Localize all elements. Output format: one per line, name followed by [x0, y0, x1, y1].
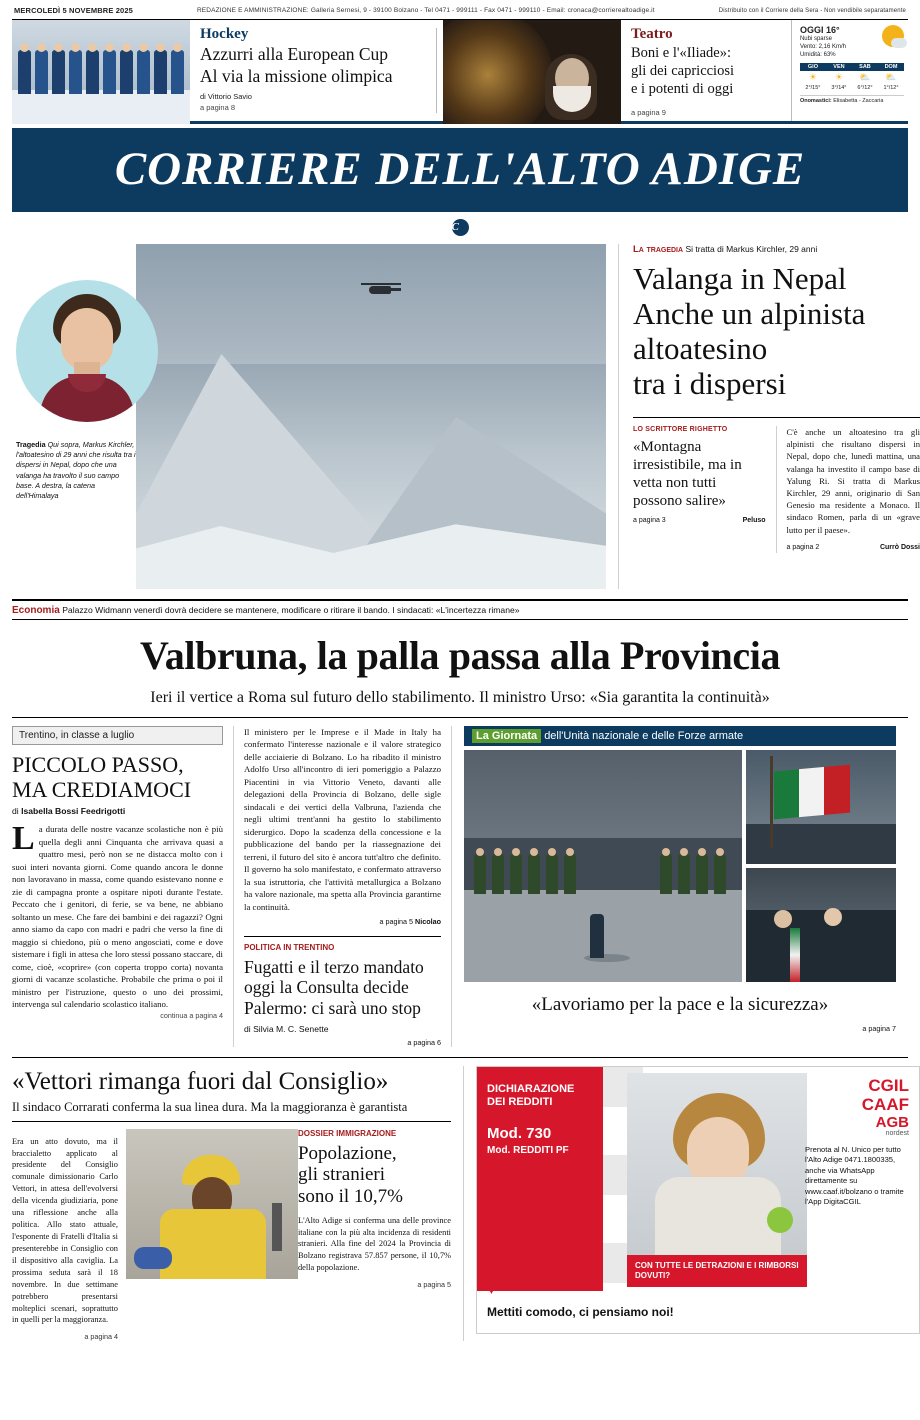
- heart-icon: ♥: [487, 1281, 496, 1298]
- bottom-section: [12, 1057, 908, 1342]
- opinion-byline: [12, 806, 223, 816]
- giornata-photos: [464, 750, 896, 982]
- advert-panel-line-2: DEI REDDITI: [487, 1095, 553, 1108]
- lead-sub-right-refs: [787, 543, 920, 553]
- giornata-block: [452, 726, 896, 1047]
- helicopter-icon: [361, 282, 401, 295]
- advert-band-text: CON TUTTE LE DETRAZIONI E I RIMBORSI DOVUTI?: [627, 1255, 807, 1287]
- promo-teatro-title-1: Boni e l'«Iliade»:: [630, 45, 732, 61]
- brand-cgil: CGIL: [868, 1075, 909, 1095]
- dossier-immigrazione[interactable]: [298, 1129, 451, 1342]
- top-info-bar: [12, 0, 908, 20]
- sun-icon: ☀: [808, 72, 817, 83]
- opinion-title-line-2: MA CREDIAMOCI: [12, 776, 192, 802]
- weather-label: OGGI: [799, 25, 824, 35]
- mid-section: [12, 726, 908, 1047]
- newspaper-title: CORRIERE DELL'ALTO ADIGE: [114, 143, 806, 195]
- lead-sub-left-page: a pagina 3: [633, 517, 666, 525]
- forecast-temp-2: 6°/12°: [857, 85, 873, 92]
- promo-hockey-title-2: Al via la missione olimpica: [200, 65, 393, 86]
- giornata-page-ref[interactable]: a pagina 7: [862, 1024, 896, 1033]
- opinion-author: Isabella Bossi Feedrigotti: [21, 806, 126, 817]
- lead-visuals: [12, 244, 606, 589]
- vettori-photo-column: [126, 1129, 298, 1342]
- promo-teatro[interactable]: [443, 20, 791, 121]
- forecast-day-1: VEN: [826, 63, 852, 71]
- advertisement-area: [464, 1066, 908, 1342]
- valbruna-page-ref[interactable]: [244, 917, 441, 926]
- helicopter-over-mountain-photo: [136, 244, 606, 589]
- brand-nordest: nordest: [885, 1129, 909, 1137]
- forecast-day-3: DOM: [878, 63, 904, 71]
- cgil-caaf-advert[interactable]: [476, 1066, 920, 1334]
- lead-sub-left[interactable]: [633, 426, 777, 553]
- lead-sub-right-page: a pagina 2: [786, 543, 820, 551]
- opinion-continue-ref[interactable]: continua a pagina 4: [160, 1010, 223, 1020]
- valbruna-body: Il ministero per le Imprese e il Made in Italy ha confermato l'interesse nazionale e il valore strategico delle acciaierie di Bolzano. Lo ha ribadito il ministro Adolfo Urso all'incontro di ieri pomeriggio a Palazzo Piacentini in via Vittorio Veneto, davanti alle delegazioni della Provincia di Bolzano, delle sigle sindacali e dei vertici della Valbruna, l'azienda che negli ultimi trent'anni ha gestito lo stabilimento siderurgico. Dopo la scadenza della concessione e la pubblicazione del bando per la riassegnazione dei terreni, il futuro del sito è ancora tutt'altro che definito. Il governo ha solo manifestato, e confermato attraverso la sua istruttoria, che l'attività metallurgica a Bolzano ha valore nazionale, ma spetta alla Provincia garantirne la continuità.: [244, 727, 441, 912]
- advert-brand-block: [813, 1077, 909, 1137]
- giornata-header-rest: dell'Unità nazionale e delle Forze armate: [544, 730, 744, 742]
- giornata-caption: «Lavoriamo per la pace e la sicurezza»: [531, 994, 829, 1015]
- lead-sub-body: C'è anche un altoatesino tra gli alpinisti che risultano dispersi in Nepal, dopo che, lunedì mattina, una valanga ha investito il campo base di Yalung Ri. Si tratta di Markus Kirchler, 29 anni, originario di San Genesio ma residente a Monaco. Il sindaco Romen, parla di un «grave lutto per il paese».: [786, 427, 920, 535]
- lead-sub-right-author: Currò Dossi: [879, 543, 920, 551]
- politica-title-line-3: Palermo: ci sarà uno stop: [244, 997, 421, 1018]
- politica-title-line-2: oggi la Consulta decide: [244, 977, 409, 998]
- lead-photo-caption: [16, 440, 136, 501]
- officials-ceremony-photo: [746, 868, 896, 982]
- dossier-title-line-1: Popolazione,: [297, 1142, 397, 1164]
- dossier-title: [298, 1143, 451, 1208]
- advert-red-panel: [477, 1067, 603, 1291]
- politica-title[interactable]: [244, 957, 441, 1017]
- economia-standfirst: Palazzo Widmann venerdì dovrà decidere se mantenere, modificare o ritirare il bando. I sindacati: «L'incertezza rimane»: [62, 605, 520, 615]
- caption-body: Qui sopra, Markus Kirchler, l'altoatesino di 29 anni che risulta tra i dispersi in Nepal, dopo che una valanga ha travolto il suo campo base. A destra, la catena dell'Himalaya: [16, 440, 136, 501]
- forecast-day-2: SAB: [852, 63, 878, 71]
- lead-sub-kicker: LO SCRITTORE RIGHETTO: [633, 426, 728, 434]
- forecast-temp-0: 2°/15°: [805, 85, 821, 92]
- weather-temp: 16°: [825, 25, 840, 35]
- forecast-temp-1: 3°/14°: [831, 85, 847, 92]
- sun-cloud-icon: [882, 25, 904, 47]
- promo-teatro-page-ref: a pagina 9: [630, 107, 666, 117]
- vettori-body: Era un atto dovuto, ma il braccialetto applicato al presidente del Consiglio comunale dimissionario Carlo Vettori, in attesa dell'evolversi della vicenda giudiziaria, pone una riflessione anche alla politica. Allo stato attuale, l'esponente di Fratelli d'Italia si presenterebbe in Consiglio con il dispositivo alla caviglia. La prossima seduta sarà il 18 novembre. In due settimane potrebbero presentarsi molteplici scenari, soprattutto in quelli per la maggioranza.: [12, 1136, 118, 1325]
- promo-divider: [436, 28, 437, 113]
- opinion-title[interactable]: [12, 753, 223, 802]
- promo-hockey-kicker: Hockey: [200, 26, 249, 42]
- markus-kirchler-portrait: [16, 280, 158, 422]
- advert-panel-line-1: DICHIARAZIONE: [487, 1082, 575, 1095]
- economia-standfirst-band: [12, 599, 908, 620]
- promo-hockey-page-ref: a pagina 8: [200, 103, 236, 113]
- opinion-body: La durata delle nostre vacanze scolastiche non è più quella degli anni Cinquanta che arrivava quasi a quattro mesi, però non se ne distacca molto con i suoi interi novanta giorni. Come quando ancora le donne non lavoravano in massa, come quando esistevano nonne e zie di campagna pronte a ospitare nipoti durante l'estate. Peccato che i genitori, di ferie, se va bene, ne abbiano soltanto un mese. Che fare dei bambini e dei ragazzi? Ogni anno siamo da capo con madri e padri che verso la fine di maggio si chiedono, più o meno angosciati, come e dove sistemare i figli in attesa che loro stessi possano staccare, di come, cioè, «coprire» (con coperta troppo corta) novanta giorni di vacanze scolastiche. Probabile che prima o poi il ministro per l'istruzione, questo o uno dei prossimi, intervenga sul calendario scolastico italiano.: [12, 820, 223, 1010]
- promo-teatro-kicker: Teatro: [630, 26, 673, 42]
- masthead: [12, 128, 908, 212]
- promo-teatro-title-2: gli dei capricciosi: [630, 63, 735, 80]
- logo-badge: C: [452, 219, 469, 236]
- lead-kicker-text: Si tratta di Markus Kirchler, 29 anni: [685, 244, 818, 254]
- promo-hockey[interactable]: [12, 20, 430, 121]
- onomastici-names: Elisabetta - Zaccaria: [833, 98, 884, 105]
- forecast-temp-3: 1°/12°: [883, 85, 899, 92]
- giornata-header: [464, 726, 896, 746]
- military-parade-photo: [464, 750, 742, 982]
- lead-subarticles: [633, 417, 920, 553]
- advert-mod-redditi: Mod. REDDITI PF: [487, 1145, 569, 1157]
- construction-worker-photo: [126, 1129, 298, 1279]
- lead-text: [618, 244, 920, 589]
- valbruna-page-number: a pagina 5: [379, 917, 414, 927]
- promo-teatro-title-3: e i potenti di oggi: [630, 81, 734, 98]
- promo-hockey-byline: di Vittorio Savio: [200, 92, 252, 102]
- brand-agb: AGB: [875, 1113, 909, 1131]
- main-headline[interactable]: Valbruna, la palla passa alla Provincia: [139, 633, 781, 678]
- lead-sub-left-author: Peluso: [742, 517, 766, 525]
- vettori-subhead: Il sindaco Corrarati conferma la sua linea dura. Ma la maggioranza è garantista: [12, 1100, 451, 1122]
- economia-label: Economia: [12, 605, 60, 616]
- opinion-box-label: Trentino, in classe a luglio: [12, 726, 223, 745]
- valbruna-column: [234, 726, 452, 1047]
- opinion-title-line-1: PICCOLO PASSO,: [12, 752, 184, 777]
- lead-headline[interactable]: [633, 261, 920, 401]
- vettori-text-column: [12, 1129, 126, 1342]
- onomastici: [800, 95, 904, 104]
- lead-headline-line-1: Valanga in Nepal: [633, 261, 847, 296]
- lead-kicker: [633, 244, 920, 255]
- weather-widget[interactable]: [791, 20, 908, 121]
- opinion-byline-prefix: di: [12, 806, 19, 817]
- teatro-actor-photo: [443, 20, 621, 124]
- lead-sub-right[interactable]: [777, 426, 920, 553]
- politica-page-ref[interactable]: a pagina 6: [407, 1037, 441, 1047]
- lead-sub-quote: «Montagna irresistibile, ma in vetta non tutti possono salire»: [633, 439, 742, 510]
- lead-headline-line-2: Anche un alpinista: [633, 296, 866, 332]
- lead-headline-line-4: tra i dispersi: [633, 366, 787, 402]
- advert-slogan: Mettiti comodo, ci pensiamo noi!: [487, 1304, 674, 1319]
- main-subhead: Ieri il vertice a Roma sul futuro dello stabilimento. Il ministro Urso: «Sia garantita la continuità»: [12, 689, 908, 718]
- sun-cloud-icon: ⛅: [885, 72, 897, 83]
- weather-wind: Vento: 2,16 Km/h: [799, 44, 846, 51]
- dossier-kicker: DOSSIER IMMIGRAZIONE: [297, 1128, 397, 1138]
- weather-forecast-table: [800, 63, 904, 92]
- opinion-column: [12, 726, 234, 1047]
- hockey-team-photo: [12, 20, 190, 124]
- weather-humidity: Umidità: 63%: [799, 52, 836, 59]
- advert-contact-text: Prenota al N. Unico per tutto l'Alto Adige 0471.1800335, anche via WhatsApp direttamente su www.caaf.it/bolzano o tramite l'App DigitaCGIL: [805, 1144, 904, 1206]
- sun-icon: ☀: [834, 72, 843, 83]
- onomastici-label: Onomastici:: [799, 98, 832, 105]
- dossier-page-ref[interactable]: a pagina 5: [417, 1280, 451, 1290]
- distribution-notice: Distribuito con il Corriere della Sera - Non vendibile separatamente: [718, 7, 906, 14]
- vettori-page-ref[interactable]: a pagina 4: [84, 1332, 118, 1342]
- valbruna-author: Nicolao: [415, 917, 441, 927]
- sun-cloud-icon: ⛅: [859, 72, 871, 83]
- woman-with-apple-photo: [627, 1073, 807, 1263]
- vettori-headline[interactable]: «Vettori rimanga fuori dal Consiglio»: [12, 1067, 389, 1095]
- dossier-title-line-2: gli stranieri: [297, 1164, 386, 1186]
- lead-headline-line-3: altoatesino: [633, 331, 768, 367]
- politica-title-line-1: Fugatti e il terzo mandato: [244, 957, 424, 978]
- forecast-day-0: GIO: [800, 63, 826, 71]
- publication-date: MERCOLEDÌ 5 NOVEMBRE 2025: [14, 6, 133, 15]
- promo-hockey-title-1: Azzurri alla European Cup: [200, 44, 389, 64]
- promo-strip: [12, 20, 908, 124]
- editorial-address: REDAZIONE E AMMINISTRAZIONE: Galleria Sernesi, 9 - 39100 Bolzano - Tel 0471 - 999111 - Fax 0471 - 999110 - Email: cronaca@corrierealtoadige.it: [196, 7, 655, 14]
- caption-lead-word: Tragedia: [16, 440, 46, 449]
- weather-condition: Nubi sparse: [799, 36, 832, 42]
- brand-caaf: CAAF: [861, 1094, 909, 1114]
- dossier-body: L'Alto Adige si conferma una delle province italiane con la più alta incidenza di residenti stranieri. Alla fine del 2024 la Provincia di Bolzano registrava 57.857 persone, il 10,7% della popolazione.: [297, 1215, 451, 1273]
- italian-flag-crowd-photo: [746, 750, 896, 864]
- advert-mod-730: Mod. 730: [487, 1125, 552, 1143]
- lead-story: [12, 244, 920, 589]
- lead-sub-left-refs: [633, 517, 766, 524]
- politica-kicker: POLITICA IN TRENTINO: [244, 936, 441, 952]
- lead-kicker-label: La tragedia: [633, 244, 684, 255]
- vettori-article: [12, 1066, 464, 1342]
- dossier-title-line-3: sono il 10,7%: [297, 1185, 403, 1207]
- giornata-highlight: La Giornata: [472, 729, 541, 743]
- politica-byline: di Silvia M. C. Senette: [244, 1023, 329, 1034]
